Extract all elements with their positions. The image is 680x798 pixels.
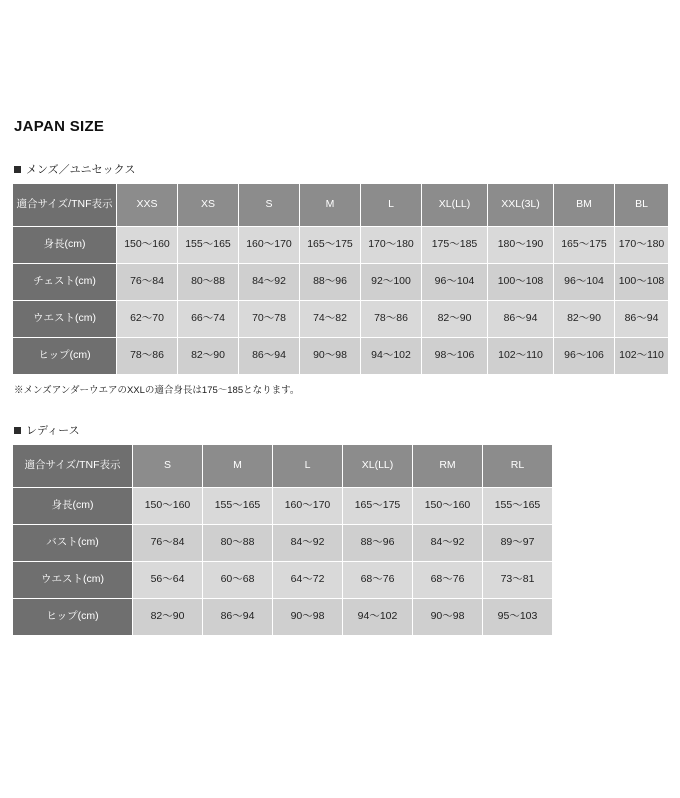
page-title: JAPAN SIZE bbox=[14, 118, 105, 135]
cell: 68〜76 bbox=[413, 562, 483, 599]
cell: 175〜185 bbox=[422, 227, 488, 264]
cell: 160〜170 bbox=[239, 227, 300, 264]
ladies-size-table bbox=[12, 444, 553, 636]
table-row bbox=[13, 227, 669, 264]
cell: 90〜98 bbox=[413, 599, 483, 636]
row-label: ウエスト(cm) bbox=[13, 562, 133, 599]
ladies-header-row bbox=[13, 445, 553, 488]
mens-header-row bbox=[13, 184, 669, 227]
mens-col-header: 適合サイズ/TNF表示 bbox=[13, 184, 117, 227]
ladies-col-header: RM bbox=[413, 445, 483, 488]
cell: 102〜110 bbox=[615, 338, 669, 375]
cell: 86〜94 bbox=[239, 338, 300, 375]
cell: 82〜90 bbox=[554, 301, 615, 338]
row-label: チェスト(cm) bbox=[13, 264, 117, 301]
row-label: 身長(cm) bbox=[13, 227, 117, 264]
mens-col-header: XXS bbox=[117, 184, 178, 227]
table-row bbox=[13, 562, 553, 599]
ladies-col-header: XL(LL) bbox=[343, 445, 413, 488]
mens-col-header: L bbox=[361, 184, 422, 227]
table-row bbox=[13, 301, 669, 338]
ladies-col-header: M bbox=[203, 445, 273, 488]
cell: 89〜97 bbox=[483, 525, 553, 562]
cell: 62〜70 bbox=[117, 301, 178, 338]
cell: 90〜98 bbox=[300, 338, 361, 375]
cell: 90〜98 bbox=[273, 599, 343, 636]
table-row bbox=[13, 525, 553, 562]
row-label: ヒップ(cm) bbox=[13, 599, 133, 636]
cell: 78〜86 bbox=[117, 338, 178, 375]
cell: 160〜170 bbox=[273, 488, 343, 525]
cell: 150〜160 bbox=[413, 488, 483, 525]
bullet-square-icon bbox=[14, 427, 21, 434]
cell: 56〜64 bbox=[133, 562, 203, 599]
mens-col-header: XS bbox=[178, 184, 239, 227]
ladies-col-header: 適合サイズ/TNF表示 bbox=[13, 445, 133, 488]
cell: 60〜68 bbox=[203, 562, 273, 599]
cell: 102〜110 bbox=[488, 338, 554, 375]
cell: 80〜88 bbox=[178, 264, 239, 301]
mens-col-header: S bbox=[239, 184, 300, 227]
ladies-section-heading bbox=[14, 422, 668, 438]
cell: 70〜78 bbox=[239, 301, 300, 338]
cell: 94〜102 bbox=[343, 599, 413, 636]
cell: 95〜103 bbox=[483, 599, 553, 636]
cell: 98〜106 bbox=[422, 338, 488, 375]
table-row bbox=[13, 599, 553, 636]
mens-size-table bbox=[12, 183, 669, 375]
ladies-col-header: S bbox=[133, 445, 203, 488]
mens-col-header: M bbox=[300, 184, 361, 227]
cell: 170〜180 bbox=[361, 227, 422, 264]
cell: 165〜175 bbox=[300, 227, 361, 264]
cell: 68〜76 bbox=[343, 562, 413, 599]
mens-section-label: メンズ／ユニセックス bbox=[26, 164, 136, 176]
size-chart-page bbox=[0, 118, 680, 798]
cell: 165〜175 bbox=[343, 488, 413, 525]
ladies-col-header: L bbox=[273, 445, 343, 488]
cell: 165〜175 bbox=[554, 227, 615, 264]
row-label: ウエスト(cm) bbox=[13, 301, 117, 338]
cell: 155〜165 bbox=[178, 227, 239, 264]
cell: 82〜90 bbox=[178, 338, 239, 375]
cell: 155〜165 bbox=[483, 488, 553, 525]
mens-footnote: ※メンズアンダーウエアのXXLの適合身長は175〜185となります。 bbox=[14, 385, 300, 396]
cell: 180〜190 bbox=[488, 227, 554, 264]
ladies-col-header: RL bbox=[483, 445, 553, 488]
cell: 86〜94 bbox=[488, 301, 554, 338]
row-label: バスト(cm) bbox=[13, 525, 133, 562]
cell: 94〜102 bbox=[361, 338, 422, 375]
row-label: ヒップ(cm) bbox=[13, 338, 117, 375]
cell: 64〜72 bbox=[273, 562, 343, 599]
mens-col-header: BL bbox=[615, 184, 669, 227]
row-label: 身長(cm) bbox=[13, 488, 133, 525]
table-row bbox=[13, 264, 669, 301]
cell: 96〜104 bbox=[422, 264, 488, 301]
cell: 74〜82 bbox=[300, 301, 361, 338]
cell: 150〜160 bbox=[117, 227, 178, 264]
mens-col-header: BM bbox=[554, 184, 615, 227]
cell: 86〜94 bbox=[615, 301, 669, 338]
cell: 88〜96 bbox=[300, 264, 361, 301]
cell: 100〜108 bbox=[488, 264, 554, 301]
bullet-square-icon bbox=[14, 166, 21, 173]
cell: 76〜84 bbox=[117, 264, 178, 301]
cell: 66〜74 bbox=[178, 301, 239, 338]
cell: 86〜94 bbox=[203, 599, 273, 636]
cell: 80〜88 bbox=[203, 525, 273, 562]
mens-col-header: XL(LL) bbox=[422, 184, 488, 227]
mens-section-heading bbox=[14, 161, 668, 177]
cell: 73〜81 bbox=[483, 562, 553, 599]
cell: 84〜92 bbox=[239, 264, 300, 301]
cell: 155〜165 bbox=[203, 488, 273, 525]
cell: 100〜108 bbox=[615, 264, 669, 301]
cell: 150〜160 bbox=[133, 488, 203, 525]
cell: 76〜84 bbox=[133, 525, 203, 562]
cell: 78〜86 bbox=[361, 301, 422, 338]
cell: 96〜104 bbox=[554, 264, 615, 301]
cell: 88〜96 bbox=[343, 525, 413, 562]
table-row bbox=[13, 488, 553, 525]
cell: 96〜106 bbox=[554, 338, 615, 375]
table-row bbox=[13, 338, 669, 375]
cell: 82〜90 bbox=[133, 599, 203, 636]
cell: 82〜90 bbox=[422, 301, 488, 338]
cell: 84〜92 bbox=[413, 525, 483, 562]
mens-col-header: XXL(3L) bbox=[488, 184, 554, 227]
cell: 92〜100 bbox=[361, 264, 422, 301]
cell: 170〜180 bbox=[615, 227, 669, 264]
cell: 84〜92 bbox=[273, 525, 343, 562]
ladies-section-label: レディース bbox=[26, 425, 80, 437]
